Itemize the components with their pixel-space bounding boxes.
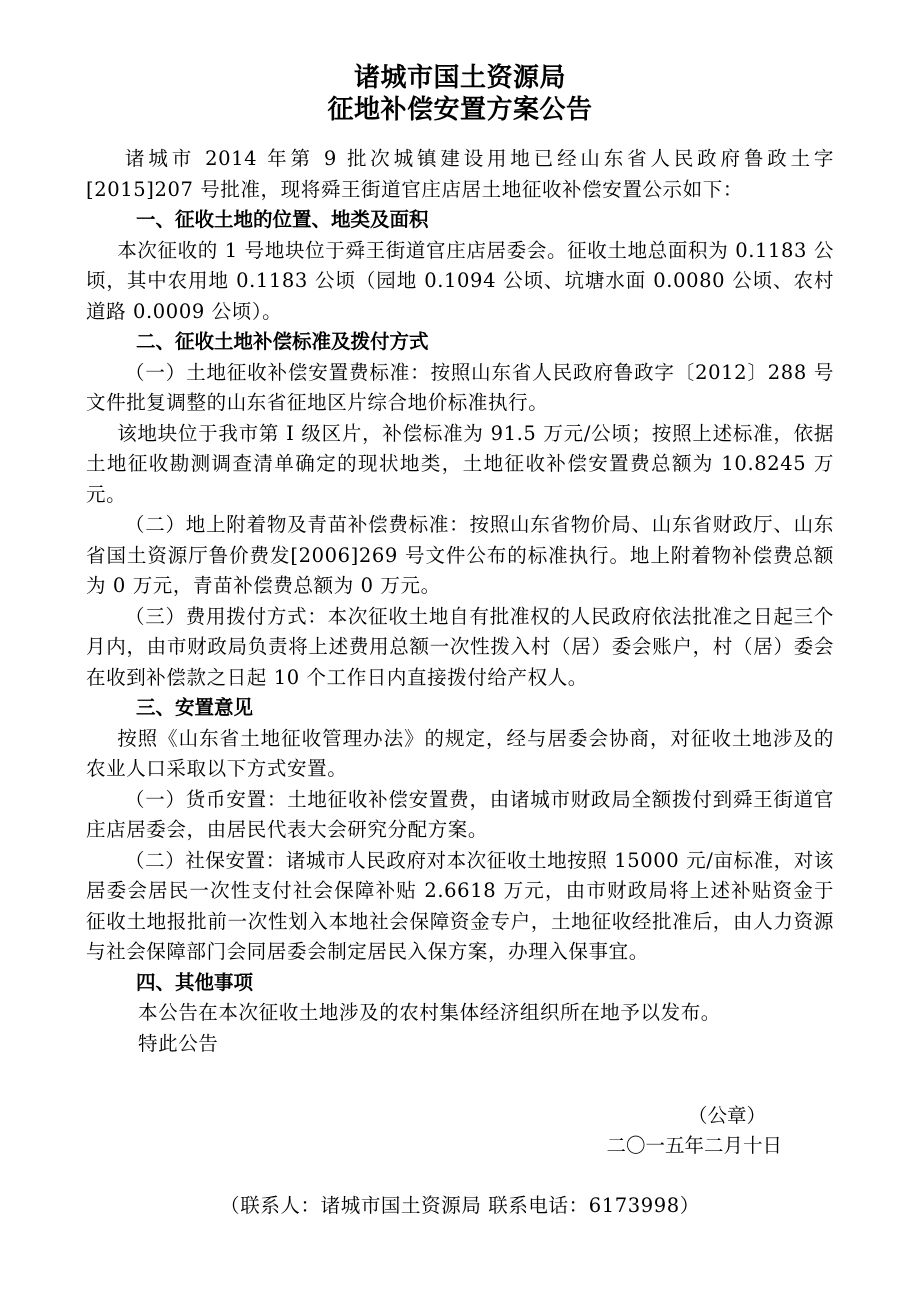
signature-block xyxy=(86,1101,834,1161)
document-title-org: 诸城市国土资源局 xyxy=(353,63,566,93)
section-3-paragraph-1: 按照《山东省土地征收管理办法》的规定，经与居委会协商，对征收土地涉及的农业人口采取以下方式安置。 xyxy=(86,726,834,780)
section-2-paragraph-3: （二）地上附着物及青苗补偿费标准：按照山东省物价局、山东省财政厅、山东省国土资源厅鲁价费发[2006]269 号文件公布的标准执行。地上附着物补偿费总额为 0 万元，青苗补偿费总额为 0 万元。 xyxy=(86,513,834,597)
section-3-paragraph-2: （一）货币安置：土地征收补偿安置费，由诸城市财政局全额拨付到舜王街道官庄店居委会，由居民代表大会研究分配方案。 xyxy=(86,787,834,841)
issue-date: 二〇一五年二月十日 xyxy=(606,1134,782,1157)
section-2-paragraph-4: （三）费用拨付方式：本次征收土地自有批准权的人民政府依法批准之日起三个月内，由市财政局负责将上述费用总额一次性拨入村（居）委会账户，村（居）委会在收到补偿款之日起 10 个工作日内直接拨付给产权人。 xyxy=(86,604,834,689)
section-2-paragraph-2: 该地块位于我市第 I 级区片，补偿标准为 91.5 万元/公顷；按照上述标准，依据土地征收勘测调查清单确定的现状地类，土地征收补偿安置费总额为 10.8245 万元。 xyxy=(86,421,834,506)
section-1-paragraph: 本次征收的 1 号地块位于舜王街道官庄店居委会。征收土地总面积为 0.1183 公顷，其中农用地 0.1183 公顷（园地 0.1094 公顷、坑塘水面 0.0080 公顷、农村道路 0.0009 公顷）。 xyxy=(86,238,834,323)
intro-paragraph: 诸城市 2014 年第 9 批次城镇建设用地已经山东省人民政府鲁政土字[2015]207 号批准，现将舜王街道官庄店居土地征收补偿安置公示如下： xyxy=(86,147,834,201)
section-2-heading: 二、征收土地补偿标准及拨付方式 xyxy=(136,330,429,353)
notice-document xyxy=(86,62,834,1221)
section-1-heading: 一、征收土地的位置、地类及面积 xyxy=(136,208,429,231)
official-seal-label: （公章） xyxy=(687,1104,766,1127)
section-3-paragraph-3: （二）社保安置：诸城市人民政府对本次征收土地按照 15000 元/亩标准，对该居委会居民一次性支付社会保障补贴 2.6618 万元，由市财政局将上述补贴资金于征收土地报批前一次性划入本地社会保障资金专户，土地征收经批准后，由人力资源与社会保障部门会同居委会制定居民入保方案，办理入保事宜。 xyxy=(86,848,834,963)
section-2-paragraph-1: （一）土地征收补偿安置费标准：按照山东省人民政府鲁政字〔2012〕288 号文件批复调整的山东省征地区片综合地价标准执行。 xyxy=(86,360,834,414)
section-3-heading: 三、安置意见 xyxy=(136,696,254,719)
contact-info: （联系人：诸城市国土资源局 联系电话：6173998） xyxy=(220,1194,700,1217)
document-title-subject: 征地补偿安置方案公告 xyxy=(327,95,593,125)
closing-phrase: 特此公告 xyxy=(138,1031,219,1055)
section-4-paragraph: 本公告在本次征收土地涉及的农村集体经济组织所在地予以发布。 xyxy=(138,1001,721,1024)
section-4-heading: 四、其他事项 xyxy=(136,970,254,994)
